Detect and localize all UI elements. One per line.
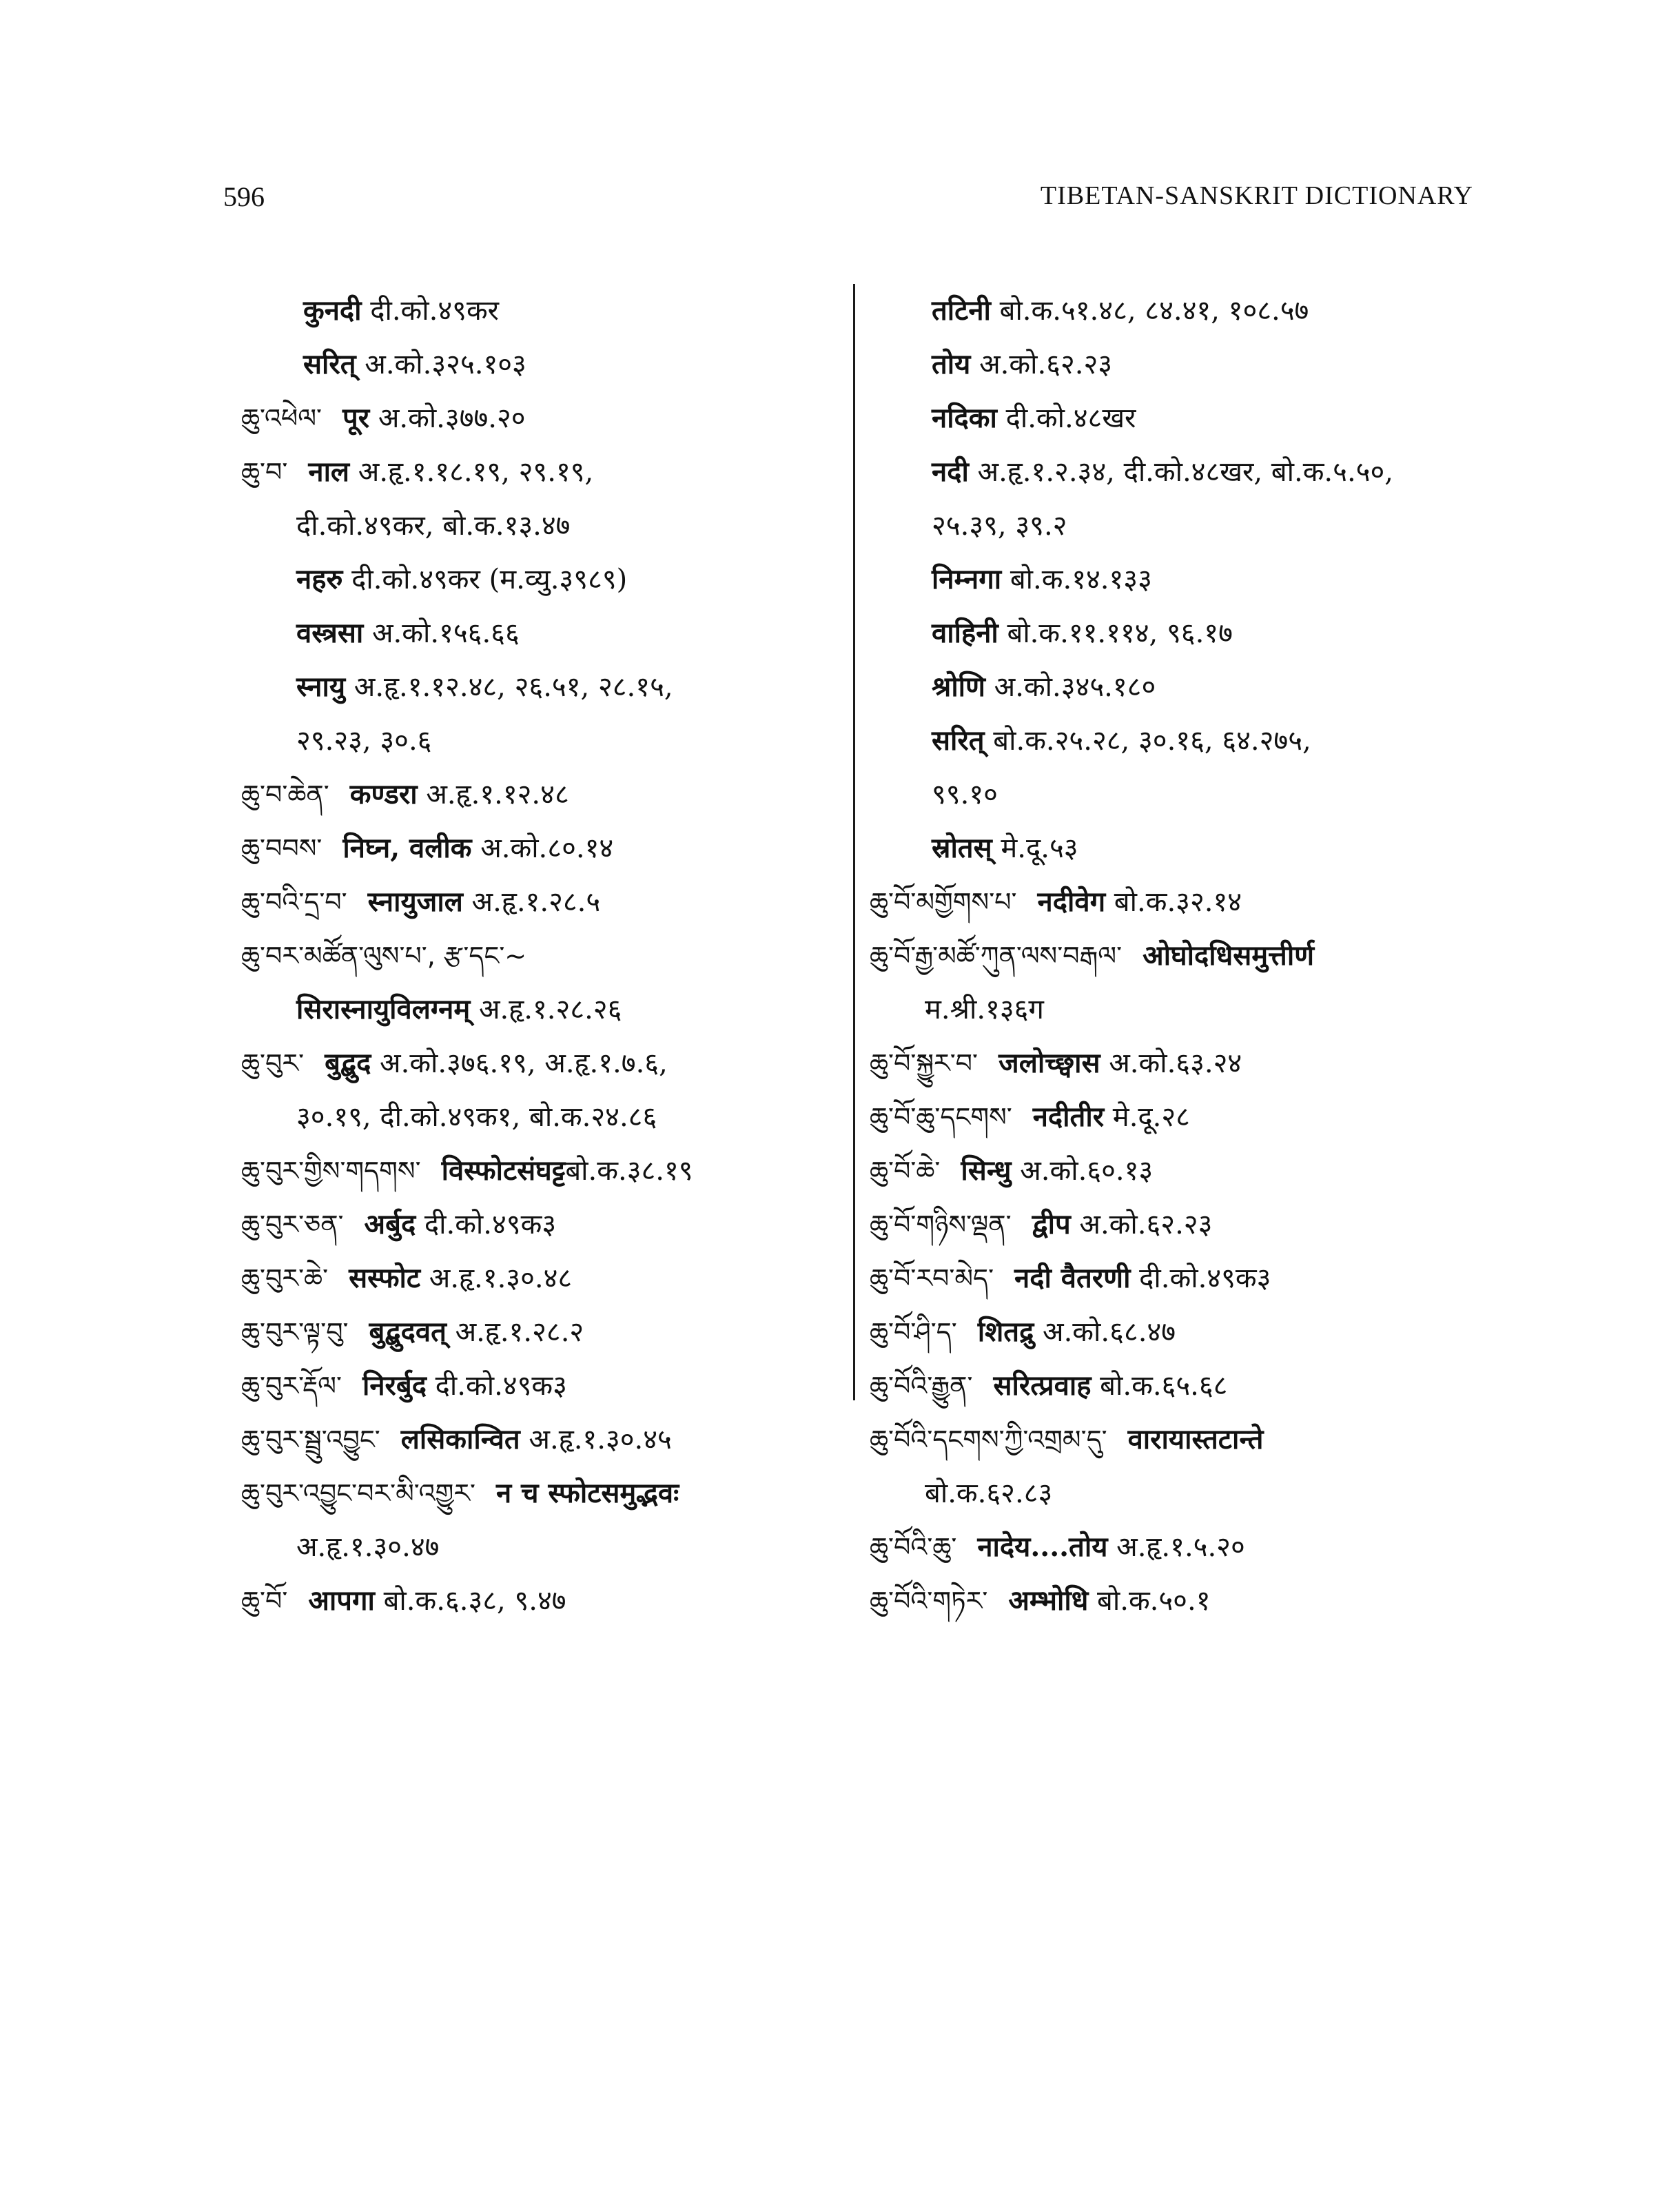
dictionary-entry-line: [241, 499, 848, 553]
source-reference: म.श्री.१३६ग: [925, 994, 1044, 1025]
tibetan-headword: ཆུ་བོའི་དངགས་ཀྱི་འགྲམ་དུ་: [870, 1424, 1107, 1455]
dictionary-entry-line: [241, 1413, 848, 1467]
dictionary-entry-line: [870, 1413, 1490, 1467]
tibetan-headword: ཆུ་བོ་མགྱོགས་པ་: [870, 887, 1017, 917]
dictionary-entry-line: [870, 983, 1490, 1036]
sanskrit-equivalent: आपगा: [308, 1584, 375, 1617]
sanskrit-equivalent: पूर: [342, 402, 370, 434]
tibetan-headword: ཆུ་བོ་ཆེ་: [870, 1156, 941, 1186]
tibetan-headword: ཆུ་བོའི་རྒྱུན་: [870, 1371, 973, 1401]
sanskrit-equivalent: सरित्: [932, 724, 985, 757]
dictionary-entry-line: [870, 1036, 1490, 1090]
dictionary-entry-line: [870, 1305, 1490, 1359]
dictionary-entry-line: [241, 338, 848, 391]
sanskrit-equivalent: अम्भोधि: [1008, 1584, 1089, 1617]
sanskrit-equivalent: सरित्प्रवाह: [993, 1369, 1092, 1402]
sanskrit-equivalent: वाहिनी: [932, 617, 998, 649]
dictionary-entry-line: [241, 1467, 848, 1520]
sanskrit-equivalent: बुद्बुदवत्: [369, 1316, 447, 1348]
dictionary-entry-line: [870, 338, 1490, 391]
dictionary-entry-line: [870, 499, 1490, 553]
sanskrit-equivalent: तोय: [932, 348, 971, 380]
source-reference: अ.हृ.१.३०.४८: [420, 1263, 573, 1294]
dictionary-entry-line: [241, 983, 848, 1036]
source-reference: बो.क.५१.४८, ८४.४१, १०८.५७: [990, 295, 1309, 327]
running-head: TIBETAN-SANSKRIT DICTIONARY: [1040, 181, 1473, 210]
tibetan-headword: ཆུ་བོ་རབ་མེད་: [870, 1263, 994, 1294]
sanskrit-equivalent: शितद्रु: [977, 1316, 1034, 1348]
dictionary-entry-line: [241, 1574, 848, 1628]
dictionary-entry-line: [870, 284, 1490, 338]
sanskrit-equivalent: द्वीप: [1032, 1208, 1071, 1240]
source-reference: अ.को.६२.२३: [970, 349, 1113, 380]
source-reference: अ.हृ.१.२८.५: [462, 886, 601, 918]
sanskrit-equivalent: सरित्: [303, 348, 356, 380]
tibetan-headword: ཆུ་བོ་སྐྱུར་བ་: [870, 1048, 979, 1079]
column-divider: [853, 284, 855, 1400]
source-reference: अ.हृ.१.३०.४५: [520, 1424, 672, 1455]
dictionary-entry-line: [241, 1144, 848, 1198]
source-reference: बो.क.६५.६८: [1091, 1370, 1228, 1402]
dictionary-entry-line: [241, 391, 848, 445]
dictionary-entry-line: [870, 1251, 1490, 1305]
tibetan-headword: ཆུ་བོའི་གཏེར་: [870, 1586, 988, 1616]
sanskrit-equivalent: कुनदी: [303, 294, 362, 327]
source-reference: मे.दू.२८: [1104, 1101, 1190, 1133]
sanskrit-equivalent: सिन्धु: [961, 1154, 1012, 1187]
page-header: [223, 181, 1473, 215]
tibetan-headword: ཆུ་བུར་འབྱུང་བར་མི་འགྱུར་: [241, 1478, 475, 1509]
sanskrit-equivalent: कण्डरा: [349, 778, 418, 810]
sanskrit-equivalent: स्रोतस्: [932, 832, 992, 864]
tibetan-headword: ཆུ་བའི་དྲ་བ་: [241, 887, 347, 917]
sanskrit-equivalent: नदी: [932, 456, 969, 488]
dictionary-entry-line: [241, 1520, 848, 1574]
dictionary-entry-line: [870, 606, 1490, 660]
page-number: 596: [223, 181, 265, 212]
sanskrit-equivalent: निरर्बुद: [362, 1369, 427, 1402]
source-reference: बो.क.३८.१९: [565, 1155, 693, 1187]
tibetan-headword: ཆུ་བུར་ལྟ་བུ་: [241, 1317, 349, 1347]
tibetan-headword: ཆུ་བ་: [241, 457, 288, 487]
source-reference: अ.हृ.१.१८.१९, २९.१९,: [349, 456, 594, 488]
dictionary-entry-line: [241, 1359, 848, 1413]
source-reference: दी.को.४९क३: [416, 1209, 557, 1240]
dictionary-entry-line: [241, 553, 848, 606]
source-reference: अ.को.८०.१४: [471, 832, 614, 864]
source-reference: बो.क.५०.१: [1088, 1585, 1211, 1617]
source-reference: बो.क.६.३८, ९.४७: [374, 1585, 566, 1617]
source-reference: अ.को.६८.४७: [1034, 1316, 1176, 1348]
dictionary-entry-line: [241, 1090, 848, 1144]
sanskrit-equivalent: ओघोदधिसमुत्तीर्ण: [1143, 939, 1315, 972]
tibetan-headword: ཆུ་བོ་: [241, 1586, 288, 1616]
dictionary-entry-line: [870, 1520, 1490, 1574]
tibetan-headword: ཆུ་བ་ཆེན་: [241, 779, 329, 810]
source-reference: २९.२३, ३०.६: [296, 725, 432, 757]
left-column: [241, 284, 848, 1628]
source-reference: अ.हृ.१.१२.४८: [417, 779, 569, 810]
tibetan-headword: ཆུ་བོ་གཉིས་ལྡན་: [870, 1209, 1012, 1240]
source-reference: दी.को.४९कर (म.व्यु.३९८९): [342, 564, 628, 595]
source-reference: अ.हृ.१.२८.२: [446, 1316, 584, 1348]
source-reference: अ.को.३७७.२०: [369, 402, 526, 434]
source-reference: बो.क.६२.८३: [925, 1478, 1053, 1509]
tibetan-headword: ཆུ་བུར་: [241, 1048, 305, 1079]
sanskrit-equivalent: जलोच्छ्वास: [998, 1047, 1100, 1079]
tibetan-headword: ཆུ་འཕེལ་: [241, 403, 322, 433]
sanskrit-equivalent: वस्त्रसा: [296, 617, 364, 649]
sanskrit-equivalent: सस्फोट: [349, 1262, 421, 1294]
source-reference: दी.को.४८खर: [996, 402, 1136, 434]
source-reference: दी.को.४९कर, बो.क.१३.४७: [296, 510, 571, 542]
dictionary-entry-line: [870, 821, 1490, 875]
sanskrit-equivalent: बुद्बुद: [325, 1047, 371, 1079]
sanskrit-equivalent: तटिनी: [932, 294, 991, 327]
sanskrit-equivalent: नदी वैतरणी: [1014, 1262, 1131, 1294]
source-reference: दी.को.४९क३: [1130, 1263, 1271, 1294]
dictionary-entry-line: [870, 1359, 1490, 1413]
source-reference: ३०.१९, दी.को.४९क१, बो.क.२४.८६: [296, 1101, 657, 1133]
source-reference: अ.को.३२५.१०३: [356, 349, 526, 380]
source-reference: अ.को.३४५.१८०: [985, 671, 1156, 703]
tibetan-headword: ཆུ་བུར་གྱིས་གདགས་: [241, 1156, 421, 1186]
dictionary-entry-line: [241, 821, 848, 875]
source-reference: अ.को.६३.२४: [1100, 1048, 1242, 1079]
sanskrit-equivalent: नाल: [308, 456, 350, 488]
dictionary-entry-line: [870, 714, 1490, 768]
sanskrit-equivalent: स्नायु: [296, 671, 346, 703]
sanskrit-equivalent: अर्बुद: [364, 1208, 416, 1240]
source-reference: २५.३९, ३९.२: [932, 510, 1067, 542]
sanskrit-equivalent: लसिकान्वित: [400, 1423, 520, 1455]
sanskrit-equivalent: स्नायुजाल: [367, 886, 463, 918]
dictionary-entry-line: [870, 875, 1490, 929]
tibetan-headword: ཆུ་བོའི་ཆུ་: [870, 1532, 957, 1562]
dictionary-entry-line: [241, 606, 848, 660]
tibetan-headword: ཆུ་བབས་: [241, 833, 322, 864]
sanskrit-equivalent: नदीतीर: [1032, 1101, 1105, 1133]
source-reference: ९९.१०: [932, 779, 998, 810]
dictionary-entry-line: [241, 768, 848, 821]
dictionary-entry-line: [241, 284, 848, 338]
dictionary-entry-line: [870, 1144, 1490, 1198]
source-reference: अ.हृ.१.२.३४, दी.को.४८खर, बो.क.५.५०,: [968, 456, 1393, 488]
dictionary-entry-line: [241, 1198, 848, 1251]
dictionary-entry-line: [870, 1467, 1490, 1520]
sanskrit-equivalent: न च स्फोटसमुद्भवः: [496, 1477, 679, 1509]
tibetan-headword: ཆུ་བུར་རྡོལ་: [241, 1371, 342, 1401]
dictionary-entry-line: [241, 660, 848, 714]
dictionary-entry-line: [241, 875, 848, 929]
dictionary-entry-line: [870, 768, 1490, 821]
source-reference: अ.हृ.१.१२.४८, २६.५१, २८.१५,: [345, 671, 673, 703]
dictionary-entry-line: [870, 1090, 1490, 1144]
sanskrit-equivalent: नदिका: [932, 402, 997, 434]
dictionary-entry-line: [870, 391, 1490, 445]
right-column: [870, 284, 1490, 1628]
tibetan-headword: ཆུ་བར་མཚོན་ལུས་པ་, རྩ་དང་~: [241, 941, 527, 971]
dictionary-entry-line: [870, 660, 1490, 714]
tibetan-headword: ཆུ་བུར་ཅན་: [241, 1209, 344, 1240]
dictionary-entry-line: [241, 445, 848, 499]
sanskrit-equivalent: श्रोणि: [932, 671, 985, 703]
dictionary-entry-line: [870, 1574, 1490, 1628]
dictionary-entry-line: [870, 929, 1490, 983]
source-reference: अ.को.१५६.६६: [363, 617, 520, 649]
sanskrit-equivalent: विस्फोटसंघट्ट: [441, 1154, 566, 1187]
tibetan-headword: ཆུ་བུར་ཆེ་: [241, 1263, 329, 1294]
dictionary-entry-line: [870, 553, 1490, 606]
sanskrit-equivalent: नादेय....तोय: [977, 1531, 1108, 1563]
dictionary-entry-line: [241, 1036, 848, 1090]
source-reference: बो.क.२५.२८, ३०.१६, ६४.२७५,: [984, 725, 1311, 757]
dictionary-entry-line: [241, 1251, 848, 1305]
tibetan-headword: ཆུ་བོ་ཤི་ད་: [870, 1317, 957, 1347]
dictionary-entry-line: [241, 1305, 848, 1359]
source-reference: अ.हृ.१.५.२०: [1107, 1531, 1245, 1563]
source-reference: अ.हृ.१.३०.४७: [296, 1531, 440, 1563]
dictionary-entry-line: [870, 1198, 1490, 1251]
source-reference: अ.को.३७६.१९, अ.हृ.१.७.६,: [371, 1048, 668, 1079]
sanskrit-equivalent: सिरास्नायुविलग्नम्: [296, 993, 471, 1025]
source-reference: अ.को.६०.१३: [1011, 1155, 1154, 1187]
source-reference: अ.को.६२.२३: [1070, 1209, 1213, 1240]
sanskrit-equivalent: वारायास्तटान्ते: [1127, 1423, 1264, 1455]
sanskrit-equivalent: नदीवेग: [1037, 886, 1106, 918]
source-reference: अ.हृ.१.२८.२६: [470, 994, 622, 1025]
source-reference: बो.क.१४.१३३: [1001, 564, 1152, 595]
dictionary-entry-line: [241, 714, 848, 768]
tibetan-headword: ཆུ་བོ་ཆུ་དངགས་: [870, 1102, 1012, 1132]
source-reference: दी.को.४९कर: [361, 295, 500, 327]
sanskrit-equivalent: निघ्न, वलीक: [342, 832, 472, 864]
source-reference: बो.क.११.११४, ९६.१७: [998, 617, 1233, 649]
dictionary-entry-line: [870, 445, 1490, 499]
source-reference: दी.को.४९क३: [426, 1370, 567, 1402]
dictionary-entry-line: [241, 929, 848, 983]
tibetan-headword: ཆུ་བོ་རྒྱ་མཚོ་ཀུན་ལས་བརྒལ་: [870, 941, 1123, 971]
sanskrit-equivalent: नहरु: [296, 563, 343, 595]
tibetan-headword: ཆུ་བུར་སྦྲུ་འབྱུང་: [241, 1424, 380, 1455]
sanskrit-equivalent: निम्नगा: [932, 563, 1002, 595]
source-reference: बो.क.३२.१४: [1105, 886, 1242, 918]
source-reference: मे.दू.५३: [992, 832, 1078, 864]
